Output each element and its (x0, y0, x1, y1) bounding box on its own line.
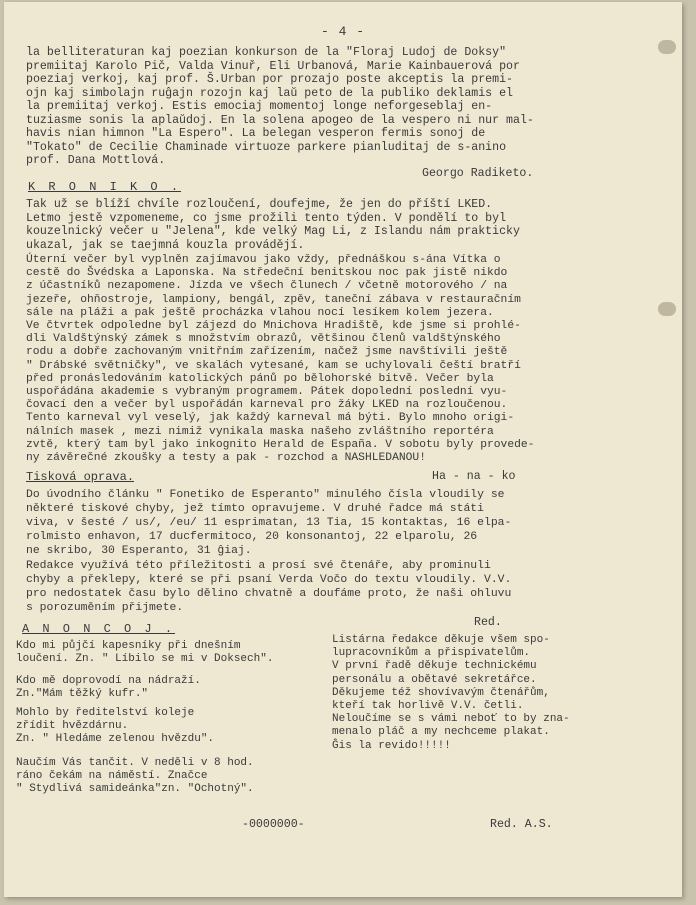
intro-signature: Georgo Radiketo. (422, 167, 534, 180)
anoncoj-heading: A N O N C O J . (22, 622, 176, 636)
punch-hole (658, 302, 676, 316)
kroniko-signature: Ha - na - ko (432, 470, 516, 483)
text-line: viva, v šesté / us/, /eu/ 11 esprimatan, 13 Tia, 15 kontaktas, 16 elpa- (26, 517, 512, 529)
ad-line: Zn."Mám těžký kufr." (16, 688, 149, 700)
text-line: nálních masek , mezi nimiž vynikala maska našeho zvláštního reportéra (26, 425, 494, 438)
text-line: Úterní večer byl vyplněn zajímavou jako vždy, přednáškou s-ána Vítka o (26, 254, 501, 266)
ad-line: Kdo mě doprovodí na nádraží. (16, 675, 201, 687)
ad-line: loučení. Zn. " Líbilo se mi v Doksech". (16, 653, 274, 665)
text-line: chyby a překlepy, které se při psaní Verda Vočo do textu vloudily. V.V. (26, 574, 512, 586)
ad-line: Zn. " Hledáme zelenou hvězdu". (16, 733, 215, 745)
text-line: zvtě, který tam byl jako inkognito Herald de España. V sobotu byly provede- (26, 438, 535, 451)
text-line: Tak už se blíží chvíle rozloučení, doufejme, že jen do příští LKED. (26, 198, 493, 211)
text-line: některé tiskové chyby, jež tímto opravujeme. V druhé řadce má státi (26, 503, 484, 515)
kroniko-heading: K R O N I K O . (28, 180, 182, 194)
oprava-signature: Red. (474, 616, 502, 629)
text-line: sále na pláži a pak ještě procházka vlahou nocí lesíkem kolem jezera. (26, 306, 494, 319)
text-line: poeziaj verkoj, kaj prof. Š.Urban por prozajo poste akceptis la premi- (26, 73, 514, 86)
text-line: prof. Dana Mottlová. (26, 154, 166, 167)
text-line: la belliteraturan kaj poezian konkurson de la "Floraj Ludoj de Doksy" (26, 46, 507, 59)
footer-divider: -0000000- (242, 818, 305, 831)
ad-line: Mohlo by ředitelství koleje (16, 707, 195, 719)
text-line: la premiitaj verkoj. Estis emociaj momentoj longe neforgeseblaj en- (26, 100, 493, 113)
text-line: Neloučíme se s vámi neboť to by zna- (332, 713, 570, 726)
text-line: personálu a obětavé sekretářce. (332, 673, 537, 686)
text-line: havis nian himnon "La Espero". La belegan vesperon fermis sonoj de (26, 127, 486, 140)
text-line: premiitaj Karolo Pič, Valda Vinuř, Eli Urbanová, Marie Kainbauerová por (26, 59, 520, 73)
text-line: Ve čtvrtek odpoledne byl zájezd do Mnichova Hradiště, kde jsme si prohlé- (26, 320, 521, 332)
text-line: ukazal, jak se taejmná kouzla provádějí. (26, 238, 305, 252)
ad-line: ráno čekám na náměstí. Značce (16, 770, 208, 782)
text-line: ojn kaj simbolajn ruĝajn rozojn kaj laŭ peto de la publiko deklamis el (26, 86, 514, 100)
text-line: kouzelnický večer u "Jelena", kde velký Mag Li, z Islandu nám prakticky (26, 225, 520, 238)
text-line: ny závěrečné zkoušky a testy a pak - rozchod a NASHLEDANOU! (26, 452, 426, 464)
text-line: jezeře, ohňostroje, lampiony, bengál, zpěv, taneční zábava v restauračním (26, 293, 521, 306)
ad-line: Kdo mi půjčí kapesníky při dnešním (16, 640, 241, 652)
text-line: " Drábské světničky", ve skalách vytesané, kam se uchylovali čeští bratří (26, 359, 521, 372)
text-line: kteří tak horlivě V.V. četli. (332, 700, 524, 712)
page-number: - 4 - (320, 24, 365, 39)
text-line: rodu a dobře zachovaným vnitřním zařízením, načež jsme navštívili ještě (26, 346, 508, 359)
text-line: rolmisto enhavon, 17 ducfermitoco, 20 konsonantoj, 22 elparolu, 26 (26, 531, 478, 543)
text-line: Tento karneval vyl veselý, jak každý karneval má býti. Bylo mnoho origi- (26, 412, 515, 425)
footer-signature: Red. A.S. (490, 818, 553, 831)
ad-line: Naučím Vás tančit. V neděli v 8 hod. (16, 757, 254, 769)
text-line: menalo pláč a my nechceme plakat. (332, 726, 550, 739)
ad-line: zřídit hvězdárnu. (16, 720, 129, 732)
text-line: lupracovníkům a přispivatelům. (332, 647, 531, 660)
text-line: cestě do Švédska a Laponska. Na středeční benitskou noc pak jistě nikdo (26, 267, 508, 280)
text-line: Děkujeme též shovívavým čtenářům, (332, 686, 550, 699)
text-line: dli Valdštýnský zámek s množstvím obrazů, většinou členů valdštýnského (26, 333, 501, 346)
text-line: tuziasme sonis la aplaŭdoj. En la solena apogeo de la vespero ni nur mal- (26, 113, 534, 127)
document-page (4, 2, 682, 897)
text-line: pro nedostatek času bylo dělino chvatně a doufáme proto, že naši ohluvu (26, 588, 512, 600)
punch-hole (658, 40, 676, 54)
text-line: Ĝis la revido!!!!! (332, 739, 451, 752)
text-line: Redakce využívá této příležitosti a prosí své čtenáře, aby prominuli (26, 560, 491, 572)
oprava-heading: Tisková oprava. (26, 470, 135, 484)
text-line: před pronásledováním katolických pánů po bělohorské bitvě. Večer byla (26, 372, 494, 385)
ad-line: " Stydlivá samideánka"zn. "Ochotný". (16, 783, 254, 795)
text-line: uspořádána akademie s vybraným programem. Pátek dopolední poslední vyu- (26, 386, 508, 398)
text-line: s porozuměním přijmete. (26, 602, 184, 614)
text-line: V první řadě děkuje technickému (332, 660, 537, 673)
text-line: "Tokato" de Cecilie Chaminade virtuoze parkere pianluditaj de s-anino (26, 140, 507, 154)
text-line: čovací den a večer byl uspořádán karneval pro žáky LKED na rozloučenou. (26, 399, 508, 412)
text-line: Listárna ředakce děkuje všem spo- (332, 634, 550, 646)
text-line: Letmo jestě vzpomeneme, co jsme prožili tento týden. V pondělí to byl (26, 211, 507, 225)
text-line: Do úvodního článku " Fonetiko de Esperanto" minulého čísla vloudily se (26, 489, 505, 501)
text-line: z účastníků nezapomene. Jízda ve všech člunech / včetně motorového / na (26, 280, 508, 293)
text-line: ne skribo, 30 Esperanto, 31 ĝiaj. (26, 545, 252, 557)
